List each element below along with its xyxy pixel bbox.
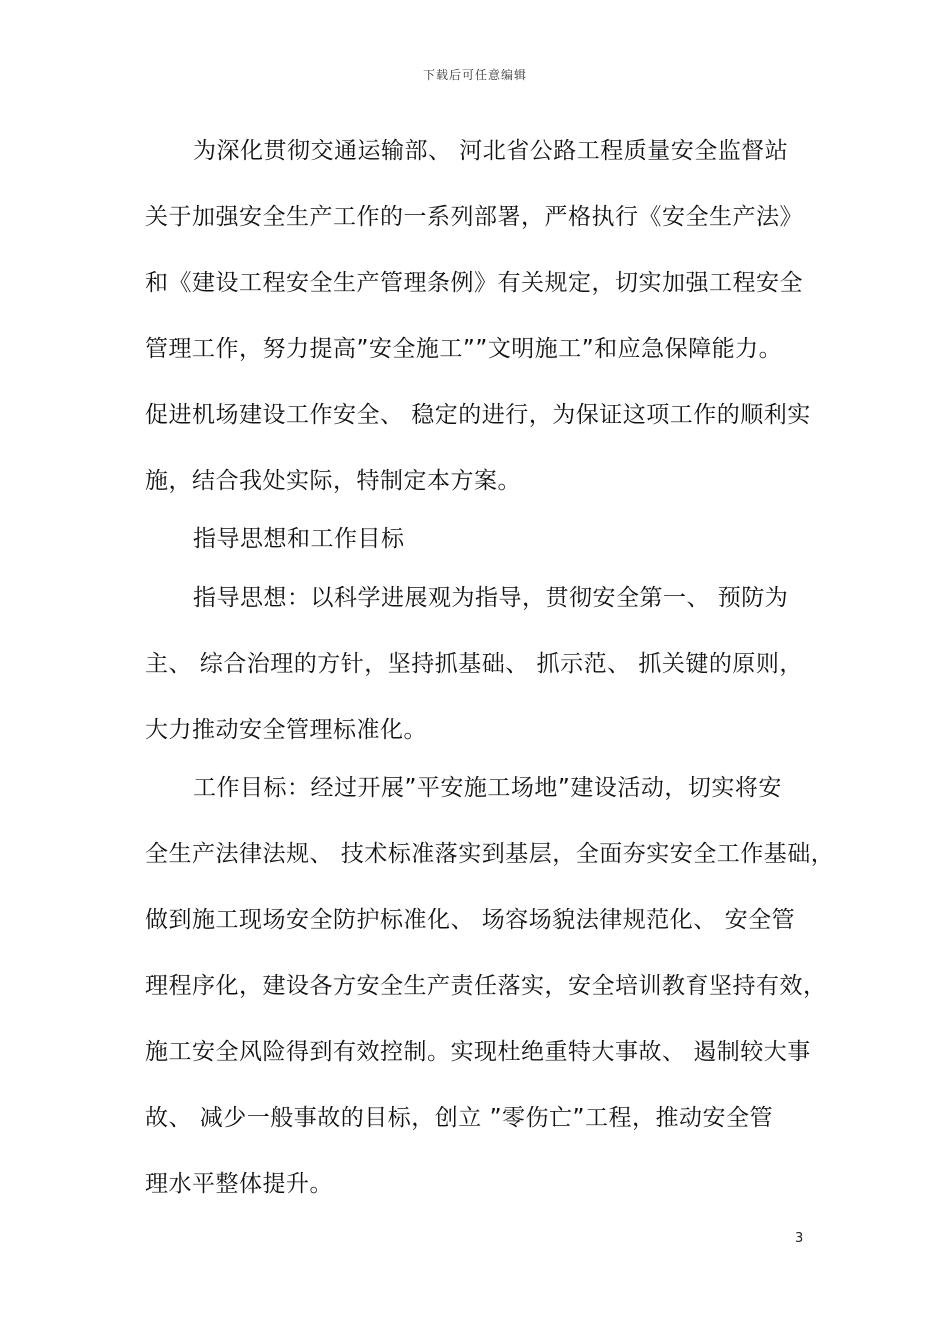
paragraph-line: 为深化贯彻交通运输部、 河北省公路工程质量安全监督站 [193,138,789,164]
paragraph-line: 施工安全风险得到有效控制。实现杜绝重特大事故、 遏制较大事 [145,1039,811,1065]
paragraph-line: 理水平整体提升。 [145,1171,333,1197]
paragraph-line: 理程序化，建设各方安全生产责任落实，安全培训教育坚持有效， [145,973,827,999]
paragraph-line: 主、 综合治理的方针，坚持抓基础、 抓示范、 抓关键的原则， [145,651,803,677]
paragraph-line: 关于加强安全生产工作的一系列部署，严格执行《安全生产法》 [145,204,803,230]
paragraph-line: 大力推动安全管理标准化。 [145,717,427,743]
paragraph-line: 施，结合我处实际，特制定本方案。 [145,468,521,494]
paragraph-line: 指导思想：以科学进展观为指导，贯彻安全第一、 预防为 [193,585,789,611]
page-number: 3 [795,1231,804,1246]
paragraph-line: 促进机场建设工作安全、 稳定的进行，为保证这项工作的顺利实 [145,402,811,428]
section-heading: 指导思想和工作目标 [193,526,405,552]
paragraph-line: 故、 减少一般事故的目标，创立 ”零伤亡”工程，推动安全管 [145,1105,773,1131]
paragraph-line: 做到施工现场安全防护标准化、 场容场貌法律规范化、 安全管 [145,907,796,933]
paragraph-line: 全生产法律法规、 技术标准落实到基层，全面夯实安全工作基础， [145,841,835,867]
paragraph-line: 工作目标：经过开展”平安施工场地”建设活动，切实将安 [193,775,782,801]
paragraph-line: 管理工作，努力提高”安全施工””文明施工”和应急保障能力。 [145,336,783,362]
paragraph-line: 和《建设工程安全生产管理条例》有关规定，切实加强工程安全 [145,270,803,296]
page-header: 下载后可任意编辑 [422,68,527,82]
